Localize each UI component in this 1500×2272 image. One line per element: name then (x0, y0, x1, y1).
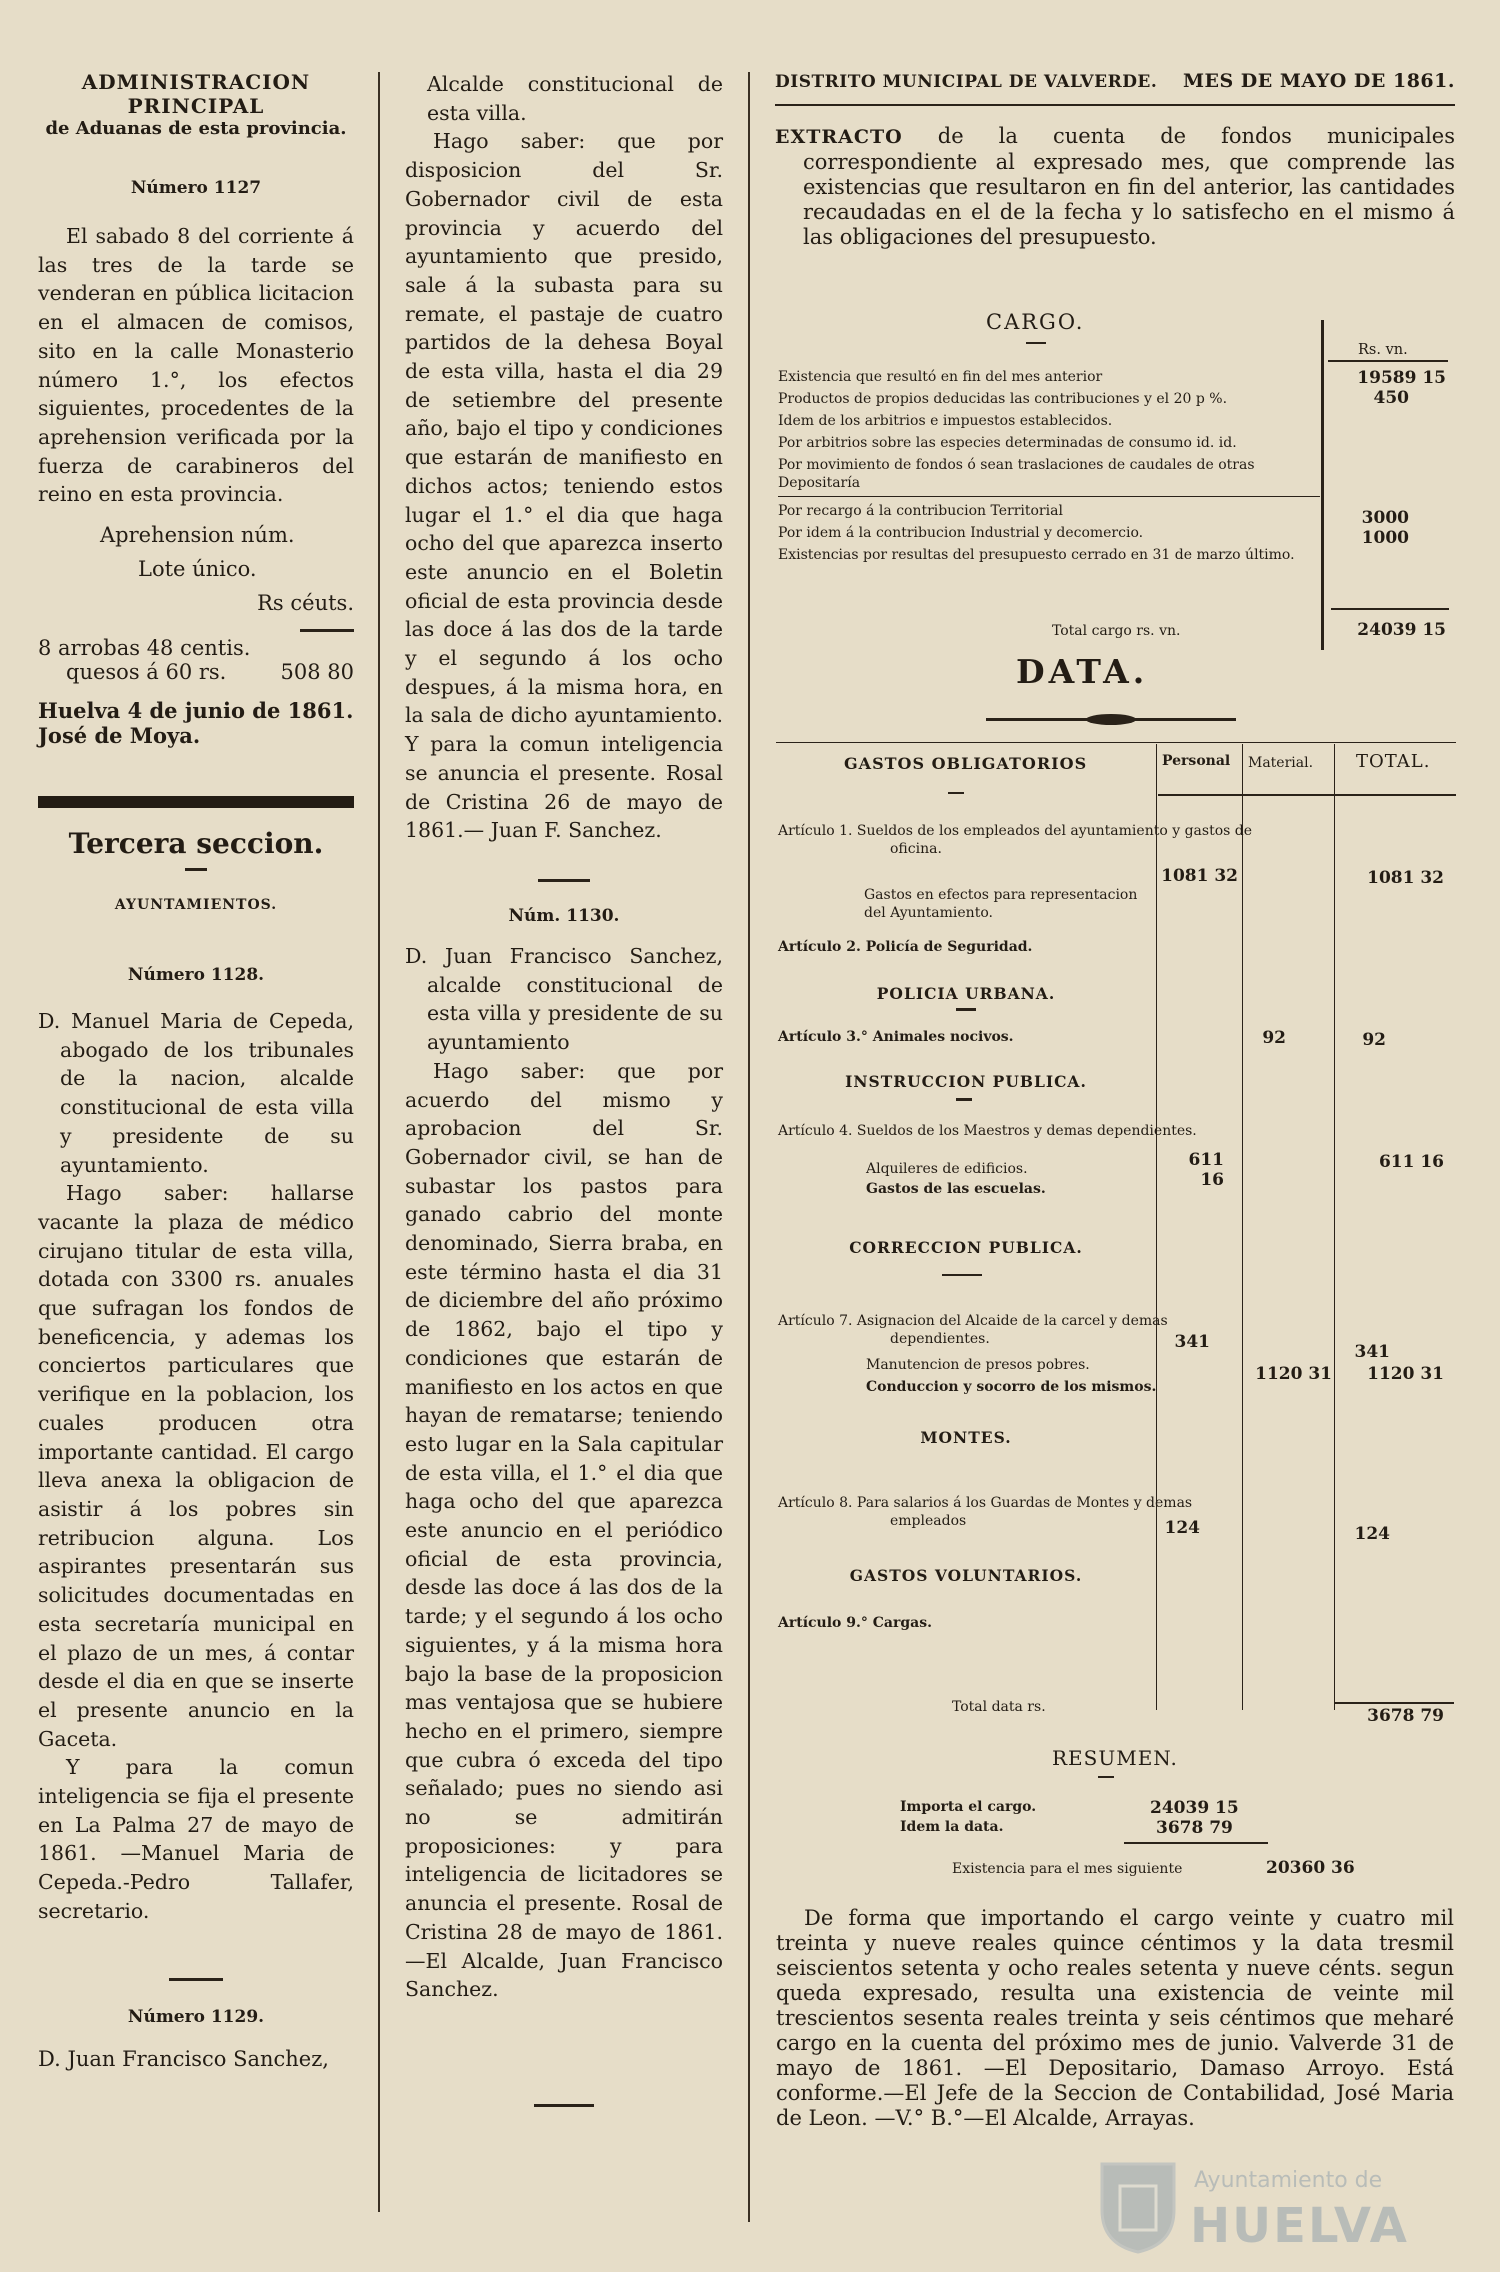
instruccion-rule (956, 1098, 972, 1101)
watermark-line-2: HUELVA (1190, 2198, 1409, 2254)
huelva-date: Huelva 4 de junio de 1861. (38, 698, 354, 724)
material-92: 92 (1262, 1028, 1286, 1048)
cargo-vline (1321, 320, 1324, 650)
signature-moya: José de Moya. (38, 723, 201, 749)
resumen-sum-rule (1124, 1842, 1268, 1844)
total-data-amount: 3678 79 (1367, 1706, 1444, 1726)
total-data-label: Total data rs. (952, 1699, 1046, 1715)
total-611: 611 16 (1378, 1152, 1444, 1172)
total-data-rule (1334, 1702, 1454, 1704)
paragraph-1128-closing: Y para la comun inteligencia se fija el presente en La Palma 27 de mayo de 1861. —Manuel Maria de Cepeda.-Pedro Tallafer, secretario. (38, 1755, 354, 1923)
alcalde-line: Alcalde constitucional de esta villa. (427, 72, 723, 125)
cargo-row-1: Existencia que resultó en fin del mes anterior (778, 369, 1103, 385)
total-cargo-rule (1331, 608, 1449, 610)
district-header (775, 70, 1455, 92)
watermark-line-1: Ayuntamiento de (1194, 2168, 1383, 2193)
articulo-8: Artículo 8. Para salarios á los Guardas de Montes y demas empleados (778, 1495, 1193, 1529)
extracto-cap: EXTRACTO (775, 126, 903, 148)
resumen-rule (1098, 1776, 1114, 1778)
aduanas-heading: de Aduanas de esta provincia. (45, 118, 347, 139)
existencia-label: Existencia para el mes siguiente (952, 1861, 1183, 1877)
paragraph-1127: El sabado 8 del corriente á las tres de la tarde se venderan en pública licitacion en el almacen de comisos, sito en la calle Monasterio número 1.°, los efectos siguientes, procedentes de la aprehension verificada por la fuerza de carabineros del reino en esta provincia. (38, 224, 354, 507)
gastos-obligatorios-heading: GASTOS OBLIGATORIOS (844, 754, 1088, 773)
vline-total (1334, 744, 1335, 1710)
separator-rule-2 (538, 879, 590, 882)
juan-sanchez-header: D. Juan Francisco Sanchez, (38, 2046, 329, 2071)
lote-label: Lote único. (138, 557, 257, 582)
articulo-1: Artículo 1. Sueldos de los empleados del ayuntamiento y gastos de oficina. (778, 823, 1253, 857)
cargo-row-3: Idem de los arbitrios e impuestos establecidos. (778, 413, 1113, 429)
column-2 (405, 70, 723, 2107)
separator-rule (169, 1978, 223, 1981)
vline-personal (1156, 744, 1157, 1710)
month-title: MES DE MAYO DE 1861. (1182, 70, 1455, 92)
short-rule (300, 629, 354, 632)
cargo-amt-3: 3000 (1361, 508, 1409, 528)
vline-material (1242, 744, 1243, 1710)
juan-sanchez-header-2: D. Juan Francisco Sanchez, alcalde constitucional de esta villa y presidente de su ayuntamiento (405, 943, 723, 1055)
policia-rule (956, 1008, 976, 1011)
cargo-heading: CARGO. (986, 310, 1085, 334)
rs-cents-label: Rs céuts. (257, 591, 354, 616)
cargo-amt-2: 450 (1373, 388, 1409, 408)
resumen-heading: RESUMEN. (1052, 1746, 1178, 1770)
cargo-row-8: Existencias por resultas del presupuesto cerrado en 31 de marzo último. (778, 547, 1295, 563)
total-92: 92 (1362, 1030, 1386, 1050)
district-title: DISTRITO MUNICIPAL DE VALVERDE. (775, 72, 1158, 92)
personal-124: 124 (1164, 1518, 1200, 1538)
data-table (776, 652, 1456, 1892)
rs-vn-rule (1328, 360, 1448, 362)
total-1120: 1120 31 (1367, 1364, 1444, 1384)
articulo-7b: Manutencion de presos pobres. (866, 1357, 1090, 1373)
item-arrobas: 8 arrobas 48 centis. (38, 636, 251, 661)
paragraph-1128: Hago saber: hallarse vacante la plaza de médico cirujano titular de esta villa, dotada con 3300 rs. anuales que sufragan los fondos de beneficencia, y ademas los conciertos particulares que verifique en la poblacion, los cuales producen otra importante cantidad. El cargo lleva anexa la obligacion de asistir á los pobres sin retribucion alguna. Los aspirantes presentarán sus solicitudes documentadas en esta secretaría municipal en el plazo de un mes, á contar desde el dia en que se inserte el presente anuncio en la Gaceta. (38, 1181, 354, 1751)
personal-341: 341 (1174, 1332, 1210, 1352)
tercera-seccion-heading: Tercera seccion. (68, 827, 324, 861)
cargo-row-4: Por arbitrios sobre las especies determinadas de consumo id. id. (778, 435, 1237, 451)
total-cargo-amount: 24039 15 (1357, 620, 1446, 640)
column-3 (775, 70, 1455, 250)
number-1128: Número 1128. (127, 965, 265, 986)
data-ornament (1086, 714, 1136, 725)
total-cargo-label: Total cargo rs. vn. (1052, 623, 1181, 639)
cargo-row-5: Por movimiento de fondos ó sean traslaciones de caudales de otras Depositaría (778, 457, 1255, 491)
cargo-mid-rule (778, 496, 1320, 497)
number-1130: Núm. 1130. (508, 905, 620, 926)
column-1 (38, 70, 354, 2071)
cargo-amt-1: 19589 15 (1357, 368, 1446, 388)
aprehension-label: Aprehension núm. (100, 523, 295, 548)
idem-data-amount: 3678 79 (1156, 1818, 1233, 1838)
personal-611: 611 16 (1188, 1150, 1224, 1190)
articulo-1b: Gastos en efectos para representacion del Ayuntamiento. (864, 887, 1138, 921)
total-header: TOTAL. (1356, 751, 1431, 772)
end-rule (534, 2104, 594, 2107)
montes-heading: MONTES. (920, 1428, 1012, 1447)
data-top-rule (776, 742, 1456, 743)
cargo-rule (1026, 342, 1046, 344)
extracto-paragraph (775, 124, 1455, 250)
admin-heading: ADMINISTRACION PRINCIPAL (81, 70, 311, 118)
item-quesos: quesos á 60 rs. (66, 660, 227, 685)
rs-vn-label: Rs. vn. (1358, 342, 1408, 358)
header-rule-bottom (1158, 794, 1456, 796)
paragraph-1130: Hago saber: que por acuerdo del mismo y aprobacion del Sr. Gobernador civil, se han de subastar los pastos para ganado cabrio del monte denominado, Sierra braba, en este término hasta el dia 31 de diciembre del año próximo de 1862, bajo el tipo y condiciones que estarán de manifiesto en los actos en que hayan de rematarse; teniendo esto lugar en la Sala capitular de esta villa, el 1.° el dia que haga ocho del que aparezca este anuncio en el periódico oficial de esta provincia, desde las doce á las dos de la tarde; y el segundo á los ocho siguientes, y á la misma hora bajo la base de la proposicion mas ventajosa que se hubiere hecho en el primero, siempre que cubra ó exceda del tipo señalado; pues no siendo asi no se admitirán proposiciones: y para inteligencia de licitadores se anuncia el presente. Rosal de Cristina 28 de mayo de 1861. —El Alcalde, Juan Francisco Sanchez. (405, 1058, 723, 2002)
shield-icon (1098, 2158, 1178, 2254)
header-rule (775, 104, 1455, 106)
data-heading: DATA. (1016, 652, 1149, 691)
cargo-table (776, 312, 1456, 652)
personal-1081: 1081 32 (1161, 866, 1238, 886)
instruccion-publica-heading: INSTRUCCION PUBLICA. (845, 1072, 1087, 1091)
personal-header: Personal (1162, 753, 1231, 769)
idem-data: Idem la data. (900, 1819, 1004, 1835)
item-quesos-row (38, 660, 354, 684)
cargo-row-7: Por idem á la contribucion Industrial y decomercio. (778, 525, 1144, 541)
section-thick-rule (38, 796, 354, 808)
closing-paragraph: De forma que importando el cargo veinte y cuatro mil treinta y nueve reales quince céntimos y la data tresmil seiscientos setenta y ocho reales setenta y nueve cénts. segun queda expresado, resulta una existencia de veinte mil trescientos sesenta reales treinta y seis céntimos que meharé cargo en la cuenta del próximo mes de junio. Valverde 31 de mayo de 1861. —El Depositario, Damaso Arroyo. Está conforme.—El Jefe de la Seccion de Contabilidad, José Maria de Leon. —V.° B.°—El Alcalde, Arrayas. (776, 1906, 1454, 2130)
gastos-rule (948, 792, 964, 794)
paragraph-1129: Hago saber: que por disposicion del Sr. Gobernador civil de esta provincia y acuerdo del ayuntamiento que presido, sale á la subasta para su remate, el pastaje de cuatro partidos de la dehesa Boyal de esta villa, hasta el dia 29 de setiembre del presente año, bajo el tipo y condiciones que estarán de manifiesto en dichos actos; teniendo estos lugar el 1.° el dia que haga ocho del que aparezca inserto este anuncio en el Boletin oficial de esta provincia desde las doce á las dos de la tarde y el segundo á los ocho despues, á la misma hora, en la sala de dicho ayuntamiento. Y para la comun inteligencia se anuncia el presente. Rosal de Cristina 26 de mayo de 1861.— Juan F. Sanchez. (405, 129, 723, 843)
cargo-row-6: Por recargo á la contribucion Territorial (778, 503, 1063, 519)
extracto-text: de la cuenta de fondos municipales correspondiente al expresado mes, que comprende las existencias que resultaron en fin del anterior, las cantidades recaudadas en el de la fecha y lo satisfecho en el mismo á las obligaciones del presupuesto. (803, 124, 1455, 249)
total-124: 124 (1354, 1524, 1390, 1544)
ayuntamiento-huelva-watermark (1098, 2158, 1418, 2258)
articulo-7: Artículo 7. Asignacion del Alcaide de la carcel y demas dependientes. (778, 1313, 1168, 1347)
column-rule-1 (378, 72, 380, 2212)
cargo-amt-4: 1000 (1361, 528, 1409, 548)
material-header: Material. (1248, 755, 1314, 771)
correccion-rule (942, 1274, 982, 1276)
total-341: 341 (1354, 1342, 1390, 1362)
articulo-3: Artículo 3.° Animales nocivos. (778, 1029, 1014, 1045)
ayuntamientos-heading: AYUNTAMIENTOS. (114, 897, 278, 914)
articulo-2: Artículo 2. Policía de Seguridad. (778, 939, 1033, 955)
articulo-9: Artículo 9.° Cargas. (778, 1615, 932, 1631)
manuel-cepeda-header: D. Manuel Maria de Cepeda, abogado de los tribunales de la nacion, alcalde constitucional de esta villa y presidente de su ayuntamiento. (38, 1009, 354, 1177)
number-1127: Número 1127 (130, 178, 262, 198)
articulo-4b: Alquileres de edificios. (866, 1161, 1028, 1177)
cargo-row-2: Productos de propios deducidas las contribuciones y el 20 p %. (778, 391, 1228, 407)
number-1129: Número 1129. (127, 2006, 265, 2027)
articulo-7c: Conduccion y socorro de los mismos. (866, 1379, 1157, 1395)
articulo-4: Artículo 4. Sueldos de los Maestros y demas dependientes. (778, 1123, 1197, 1139)
importa-cargo: Importa el cargo. (900, 1799, 1037, 1815)
item-quesos-amount: 508 80 (280, 660, 354, 685)
material-1120: 1120 31 (1255, 1364, 1332, 1384)
policia-urbana-heading: POLICIA URBANA. (876, 984, 1056, 1003)
correccion-publica-heading: CORRECCION PUBLICA. (849, 1238, 1083, 1257)
importa-cargo-amount: 24039 15 (1150, 1798, 1239, 1818)
gastos-voluntarios-heading: GASTOS VOLUNTARIOS. (849, 1566, 1083, 1585)
articulo-4c: Gastos de las escuelas. (866, 1181, 1046, 1197)
existencia-amount: 20360 36 (1266, 1858, 1355, 1878)
small-rule (185, 868, 207, 871)
total-1081: 1081 32 (1367, 868, 1444, 888)
column-rule-2 (748, 72, 750, 2222)
